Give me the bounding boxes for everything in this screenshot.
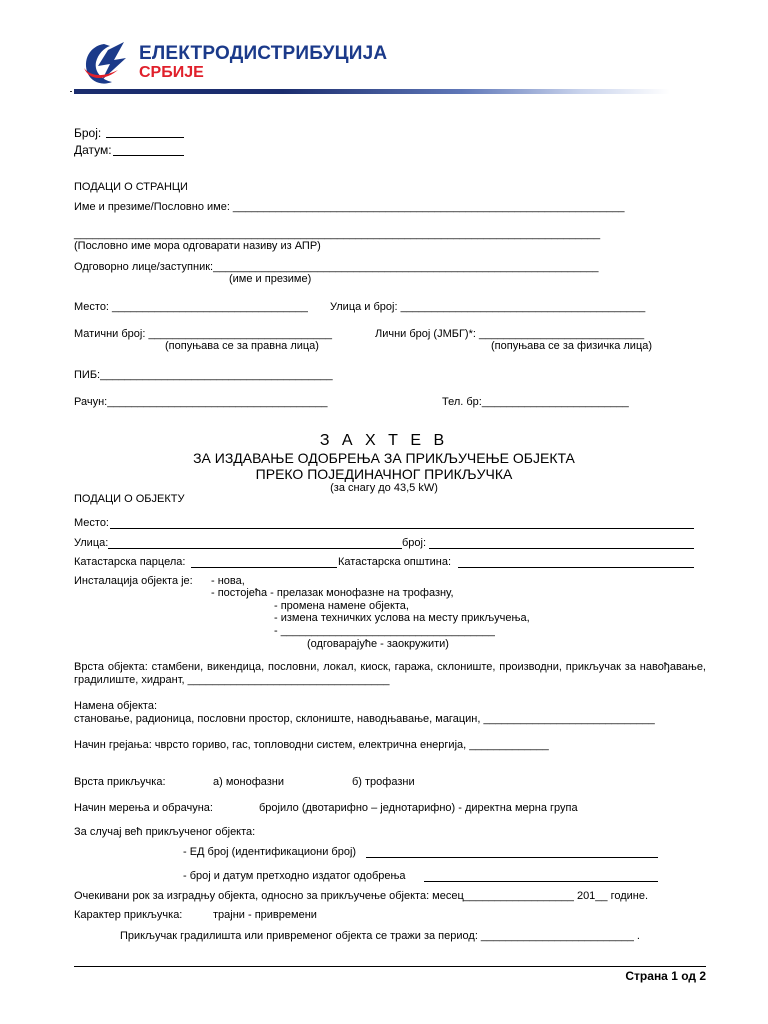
ed-number-field[interactable] (366, 857, 658, 858)
logo-swoosh-icon (78, 38, 130, 90)
ed-number-label: - ЕД број (идентификациони број) (183, 846, 357, 858)
request-subtitle-3: (за снагу до 43,5 kW) (330, 482, 438, 494)
installation-option-purpose[interactable]: - промена намене објекта, (274, 600, 409, 612)
registration-number-row[interactable]: Матични број: ______________________________ (74, 328, 332, 340)
header-mark (70, 91, 72, 92)
existing-object-label: За случај већ прикљученог објекта: (74, 826, 256, 838)
object-street-label: Улица: (74, 537, 109, 549)
date-label: Датум: (74, 143, 112, 157)
representative-row[interactable]: Одговорно лице/заступник:_______________________________________________________________ (74, 261, 599, 273)
installation-option-existing[interactable]: - постојећа - прелазак монофазне на трофазну, (211, 587, 454, 599)
party-name-continuation[interactable]: ______________________________________________________________________________________ (74, 228, 601, 240)
previous-approval-label: - број и датум претходно издатог одобрења (183, 870, 406, 882)
installation-label: Инсталација објекта је: (74, 575, 193, 587)
header-divider (74, 89, 670, 94)
account-row[interactable]: Рачун:____________________________________ (74, 396, 328, 408)
temporary-period-row[interactable]: Прикључак градилишта или привременог објекта се тражи за период: _________________________ . (120, 930, 640, 942)
cadastral-parcel-label: Катастарска парцела: (74, 556, 186, 568)
heating-row[interactable]: Начин грејања: чврсто гориво, гас, топловодни систем, електрична енергија, _____________ (74, 739, 549, 751)
cadastral-parcel-field[interactable] (191, 567, 337, 568)
installation-option-new[interactable]: - нова, (211, 575, 245, 587)
connection-type-three-phase[interactable]: б) трофазни (352, 776, 415, 788)
personal-id-note: (попуњава се за физичка лица) (491, 340, 653, 352)
object-number-label: број: (402, 537, 427, 549)
object-street-field[interactable] (108, 548, 402, 549)
place-row[interactable]: Место: ________________________________ (74, 301, 308, 313)
phone-row[interactable]: Тел. бр:________________________ (442, 396, 629, 408)
number-field[interactable] (106, 137, 184, 138)
object-place-field[interactable] (110, 528, 694, 529)
cadastral-municipality-field[interactable] (458, 567, 694, 568)
object-place-label: Место: (74, 517, 109, 529)
installation-option-conditions[interactable]: - измена техничких услова на месту прикључења, (274, 612, 530, 624)
tax-id-row[interactable]: ПИБ:______________________________________ (74, 369, 333, 381)
connection-character-label: Карактер прикључка: (74, 909, 183, 921)
request-subtitle-1: ЗА ИЗДАВАЊЕ ОДОБРЕЊА ЗА ПРИКЉУЧЕЊЕ ОБЈЕКТА (193, 450, 575, 466)
object-type-row[interactable]: Врста објекта: стамбени, викендица, пословни, локал, киоск, гаража, склониште, производни, прикључак за навођавање, градилиште, хидрант, _________________________________ (74, 661, 706, 686)
date-field[interactable] (113, 155, 184, 156)
object-purpose-values[interactable]: становање, радионица, пословни простор, склониште, наводњавање, магацин, ____________________________ (74, 713, 655, 725)
party-name-row[interactable]: Име и презиме/Пословно име: ________________________________________________________________ (74, 201, 625, 213)
metering-label: Начин мерења и обрачуна: (74, 802, 213, 814)
installation-note: (одговарајуће - заокружити) (307, 638, 449, 650)
party-section-title: ПОДАЦИ О СТРАНЦИ (74, 181, 188, 193)
number-label: Број: (74, 126, 102, 140)
representative-note: (име и презиме) (229, 273, 312, 285)
brand-name-line2: СРБИЈЕ (139, 64, 204, 81)
registration-number-note: (попуњава се за правна лица) (165, 340, 319, 352)
brand-name-line1: ЕЛЕКТРОДИСТРИБУЦИЈА (139, 43, 388, 64)
connection-type-single-phase[interactable]: а) монофазни (213, 776, 285, 788)
request-title: З А Х Т Е В (319, 432, 449, 449)
object-number-field[interactable] (429, 548, 694, 549)
footer-divider (74, 966, 706, 967)
expected-deadline-row[interactable]: Очекивани рок за изградњу објекта, односно за прикључење објекта: месец__________________ 201__ године. (74, 890, 649, 902)
apr-note: (Пословно име мора одговарати називу из АПР) (74, 240, 321, 252)
object-purpose-label: Намена објекта: (74, 700, 157, 712)
cadastral-municipality-label: Катастарска општина: (338, 556, 452, 568)
personal-id-row[interactable]: Лични број (ЈМБГ)*: ___________________________ (375, 328, 645, 340)
installation-option-other[interactable]: - ___________________________________ (274, 625, 495, 637)
previous-approval-field[interactable] (424, 881, 658, 882)
request-subtitle-2: ПРЕКО ПОЈЕДИНАЧНОГ ПРИКЉУЧКА (255, 466, 513, 482)
metering-value[interactable]: бројило (двотарифно – једнотарифно) - директна мерна група (259, 802, 578, 814)
object-section-title: ПОДАЦИ О ОБЈЕКТУ (74, 493, 185, 505)
street-row[interactable]: Улица и број: ________________________________________ (330, 301, 646, 313)
connection-type-label: Врста прикључка: (74, 776, 166, 788)
page-number: Страна 1 од 2 (625, 969, 706, 983)
connection-character-value[interactable]: трајни - привремени (213, 909, 317, 921)
